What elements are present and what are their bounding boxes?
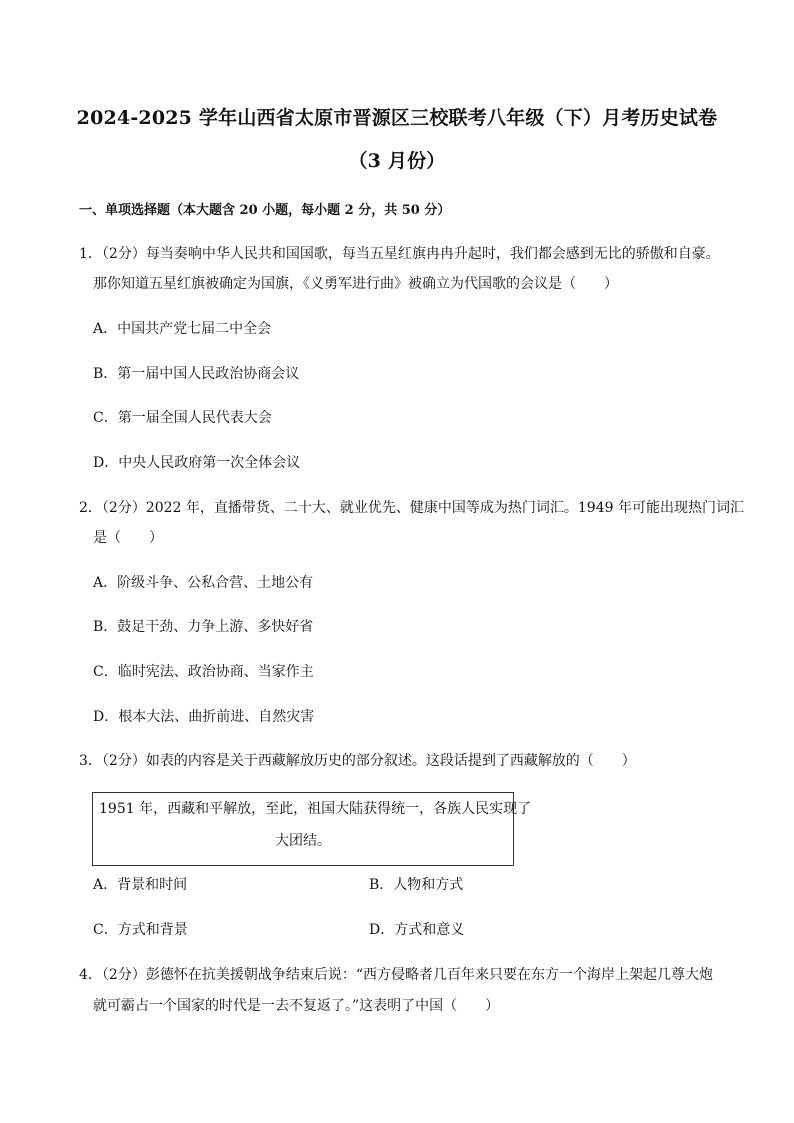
question-2-option-d: D．根本大法、曲折前进、自然灾害 xyxy=(93,709,315,725)
question-3-option-b: B．人物和方式 xyxy=(369,877,464,893)
section-heading: 一、单项选择题（本大题含 20 小题，每小题 2 分，共 50 分） xyxy=(79,203,451,218)
question-3-text: 3．（2分）如表的内容是关于西藏解放历史的部分叙述。这段话提到了西藏解放的（ ） xyxy=(79,753,636,769)
question-1-text: 1．（2分）每当奏响中华人民共和国国歌，每当五星红旗冉冉升起时，我们都会感到无比的骄傲和自豪。 xyxy=(79,246,720,262)
question-3-option-a: A．背景和时间 xyxy=(93,877,188,893)
quote-box-line-1: 1951 年，西藏和平解放，至此，祖国大陆获得统一，各族人民实现了 xyxy=(99,801,532,817)
question-2-option-b: B．鼓足干劲、力争上游、多快好省 xyxy=(93,619,314,635)
question-2-option-c: C．临时宪法、政治协商、当家作主 xyxy=(93,664,314,680)
exam-title: 2024-2025 学年山西省太原市晋源区三校联考八年级（下）月考历史试卷 xyxy=(76,107,718,129)
question-1-text-cont: 那你知道五星红旗被确定为国旗，《义勇军进行曲》被确立为代国歌的会议是（ ） xyxy=(93,276,618,292)
question-3-quote-box xyxy=(92,792,532,866)
quote-box-line-2: 大团结。 xyxy=(275,833,331,849)
question-4-text: 4．（2分）彭德怀在抗美援朝战争结束后说：“西方侵略者几百年来只要在东方一个海岸上架起几尊大炮 xyxy=(79,967,713,983)
question-3-option-c: C．方式和背景 xyxy=(93,922,188,938)
question-2-text: 2．（2分）2022 年，直播带货、二十大、就业优先、健康中国等成为热门词汇。1949 年可能出现热门词汇 xyxy=(79,500,744,516)
question-1-option-b: B．第一届中国人民政治协商会议 xyxy=(93,366,300,382)
question-1-option-c: C．第一届全国人民代表大会 xyxy=(93,410,272,426)
exam-subtitle: （3 月份） xyxy=(348,150,446,172)
question-1-option-d: D．中央人民政府第一次全体会议 xyxy=(93,455,301,471)
question-2-option-a: A．阶级斗争、公私合营、土地公有 xyxy=(93,575,314,591)
question-2-text-cont: 是（ ） xyxy=(93,530,163,546)
question-3-option-d: D．方式和意义 xyxy=(369,922,465,938)
question-4-text-cont: 就可霸占一个国家的时代是一去不复返了。”这表明了中国（ ） xyxy=(93,998,500,1014)
question-1-option-a: A．中国共产党七届二中全会 xyxy=(93,321,272,337)
